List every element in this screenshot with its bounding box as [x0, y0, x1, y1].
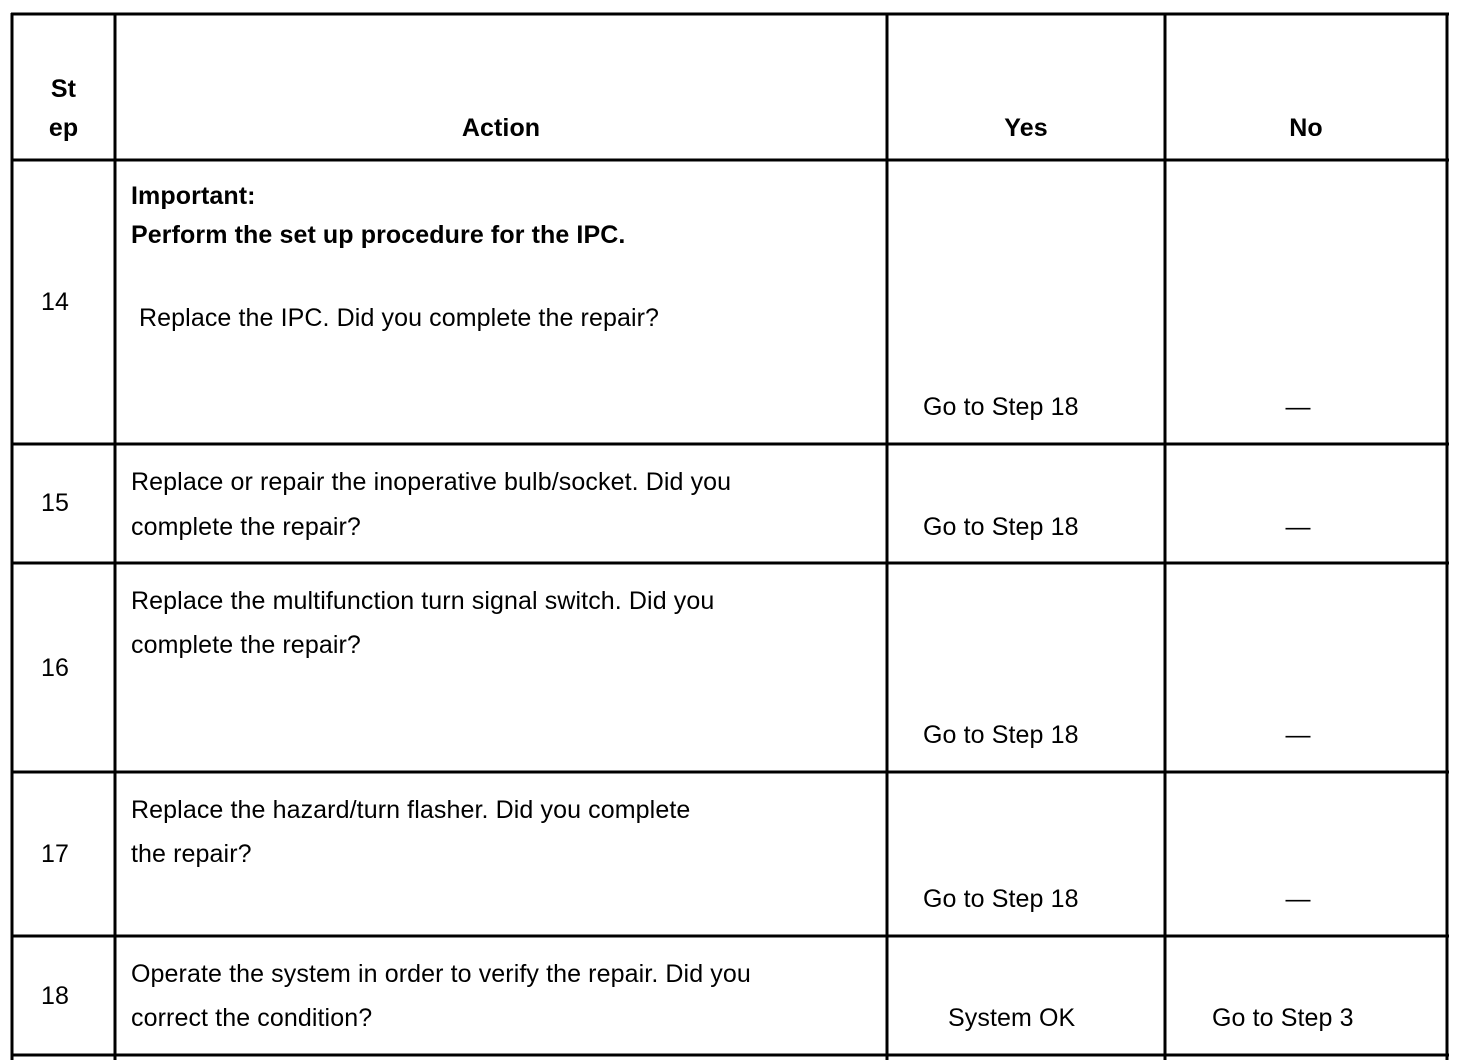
row-16-action-line2: complete the repair? — [131, 631, 361, 659]
header-action: Action — [461, 114, 541, 142]
header-yes: Yes — [1004, 114, 1048, 142]
row-14-step: 14 — [40, 288, 69, 316]
row-17-step: 17 — [40, 840, 69, 868]
row-18-action-line2: correct the condition? — [131, 1004, 373, 1032]
row-16-action-line1: Replace the multifunction turn signal switch. Did you — [131, 587, 715, 615]
row-14-important-label: Important: — [131, 182, 256, 210]
row-18-yes: System OK — [948, 1004, 1076, 1032]
row-16-step: 16 — [40, 654, 69, 682]
header-step-line1: St — [50, 75, 77, 103]
row-15-action-line1: Replace or repair the inoperative bulb/socket. Did you — [131, 468, 732, 496]
row-14-no: — — [1285, 393, 1311, 421]
row-16-no: — — [1285, 721, 1311, 749]
row-17-no: — — [1285, 885, 1311, 913]
row-15-yes: Go to Step 18 — [923, 513, 1079, 541]
row-17-action-line1: Replace the hazard/turn flasher. Did you complete — [131, 796, 691, 824]
row-14-action-line1: Replace the IPC. Did you complete the repair? — [139, 304, 660, 332]
row-17-yes: Go to Step 18 — [923, 885, 1079, 913]
row-16-yes: Go to Step 18 — [923, 721, 1079, 749]
header-no: No — [1289, 114, 1323, 142]
row-15-action-line2: complete the repair? — [131, 513, 361, 541]
header-step-line2: ep — [48, 114, 79, 142]
row-15-no: — — [1285, 513, 1311, 541]
row-14-yes: Go to Step 18 — [923, 393, 1079, 421]
row-18-no: Go to Step 3 — [1212, 1004, 1354, 1032]
row-18-step: 18 — [40, 982, 69, 1010]
row-17-action-line2: the repair? — [131, 840, 252, 868]
row-14-important-text: Perform the set up procedure for the IPC. — [131, 221, 626, 249]
row-15-step: 15 — [40, 489, 69, 517]
row-18-action-line1: Operate the system in order to verify the repair. Did you — [131, 960, 751, 988]
